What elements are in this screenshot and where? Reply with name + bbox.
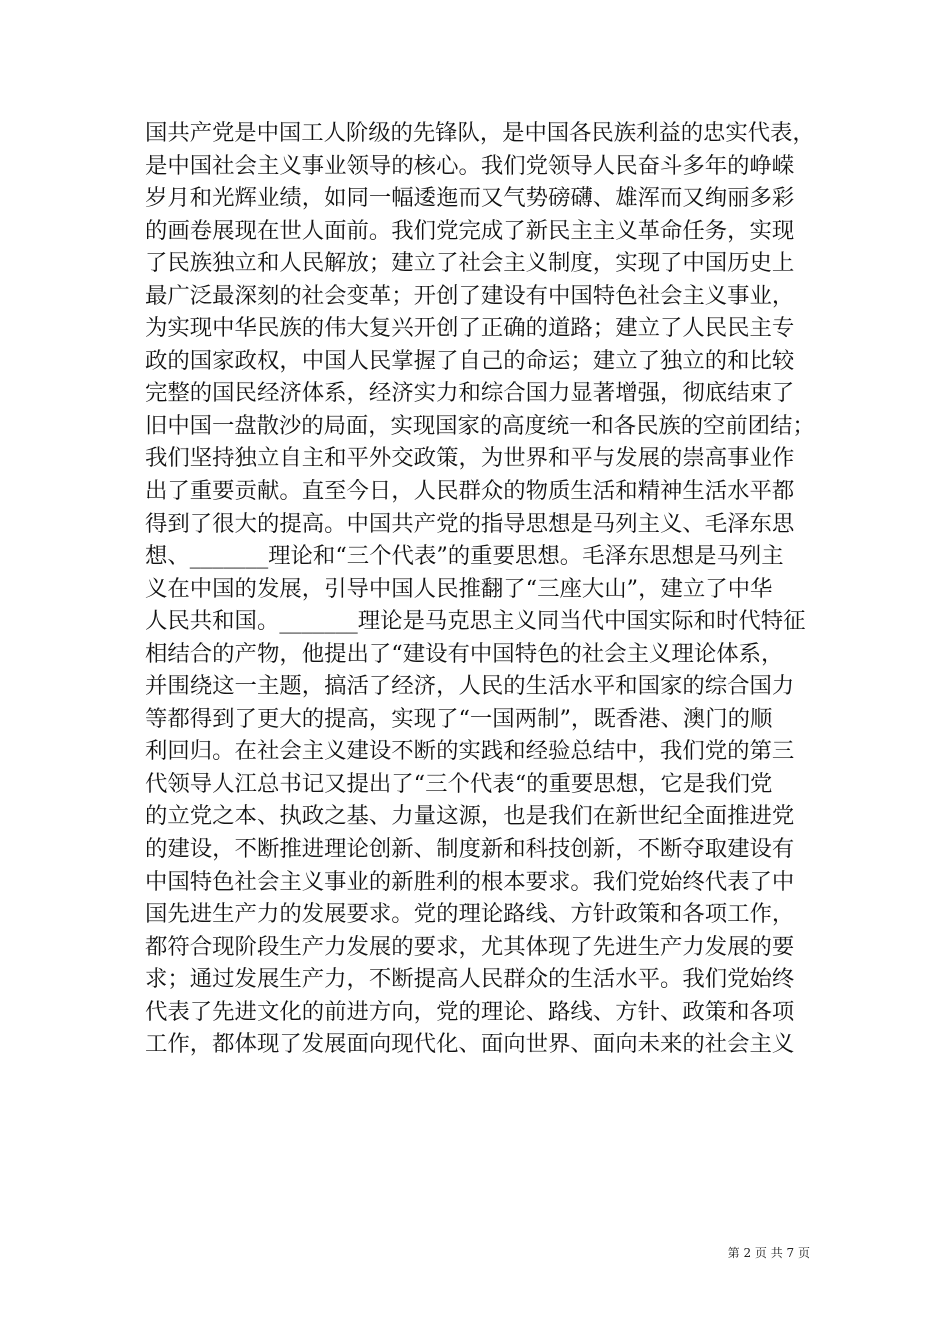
text-line: 出了重要贡献。直至今日，人民群众的物质生活和精神生活水平都 — [145, 478, 795, 505]
text-line: 并围绕这一主题，搞活了经济，人民的生活水平和国家的综合国力 — [145, 673, 795, 700]
text-line: 都符合现阶段生产力发展的要求，尤其体现了先进生产力发展的要 — [145, 933, 795, 960]
text-line: 政的国家政权，中国人民掌握了自己的命运；建立了独立的和比较 — [145, 347, 795, 374]
text-line: 求；通过发展生产力，不断提高人民群众的生活水平。我们党始终 — [145, 966, 795, 993]
page-number-footer: 第 2 页 共 7 页 — [727, 1246, 810, 1260]
text-line: 等都得到了更大的提高，实现了“一国两制”，既香港、澳门的顺 — [145, 705, 773, 732]
text-line: 代领导人江总书记又提出了“三个代表“的重要思想，它是我们党 — [145, 770, 773, 797]
text-line: 为实现中华民族的伟大复兴开创了正确的道路；建立了人民民主专 — [145, 315, 795, 342]
text-line: 工作，都体现了发展面向现代化、面向世界、面向未来的社会主义 — [145, 1031, 795, 1058]
text-line: 的画卷展现在世人面前。我们党完成了新民主主义革命任务，实现 — [145, 217, 795, 244]
text-line: 是中国社会主义事业领导的核心。我们党领导人民奋斗多年的峥嵘 — [145, 152, 795, 179]
text-line: 想、_______理论和“三个代表”的重要思想。毛泽东思想是马列主 — [145, 543, 784, 570]
text-line: 相结合的产物，他提出了“建设有中国特色的社会主义理论体系， — [145, 640, 784, 667]
text-line: 最广泛最深刻的社会变革；开创了建设有中国特色社会主义事业， — [145, 282, 795, 309]
text-line: 旧中国一盘散沙的局面，实现国家的高度统一和各民族的空前团结； — [145, 412, 815, 439]
text-line: 义在中国的发展，引导中国人民推翻了“三座大山”，建立了中华 — [145, 575, 773, 602]
text-line: 代表了先进文化的前进方向，党的理论、路线、方针、政策和各项 — [145, 998, 795, 1025]
text-line: 中国特色社会主义事业的新胜利的根本要求。我们党始终代表了中 — [145, 868, 795, 895]
text-line: 利回归。在社会主义建设不断的实践和经验总结中，我们党的第三 — [145, 738, 795, 765]
text-line: 得到了很大的提高。中国共产党的指导思想是马列主义、毛泽东思 — [145, 510, 795, 537]
text-line: 的立党之本、执政之基、力量这源，也是我们在新世纪全面推进党 — [145, 803, 795, 830]
text-line: 岁月和光辉业绩，如同一幅逶迤而又气势磅礴、雄浑而又绚丽多彩 — [145, 185, 795, 212]
text-line: 我们坚持独立自主和平外交政策，为世界和平与发展的崇高事业作 — [145, 445, 795, 472]
text-line: 的建设，不断推进理论创新、制度新和科技创新，不断夺取建设有 — [145, 836, 795, 863]
text-line: 人民共和国。_______理论是马克思主义同当代中国实际和时代特征 — [145, 608, 806, 635]
text-line: 完整的国民经济体系，经济实力和综合国力显著增强，彻底结束了 — [145, 380, 795, 407]
text-line: 国先进生产力的发展要求。党的理论路线、方针政策和各项工作， — [145, 901, 795, 928]
text-line: 国共产党是中国工人阶级的先锋队，是中国各民族利益的忠实代表， — [145, 120, 815, 146]
text-line: 了民族独立和人民解放；建立了社会主义制度，实现了中国历史上 — [145, 250, 795, 277]
body-text — [145, 117, 815, 1061]
